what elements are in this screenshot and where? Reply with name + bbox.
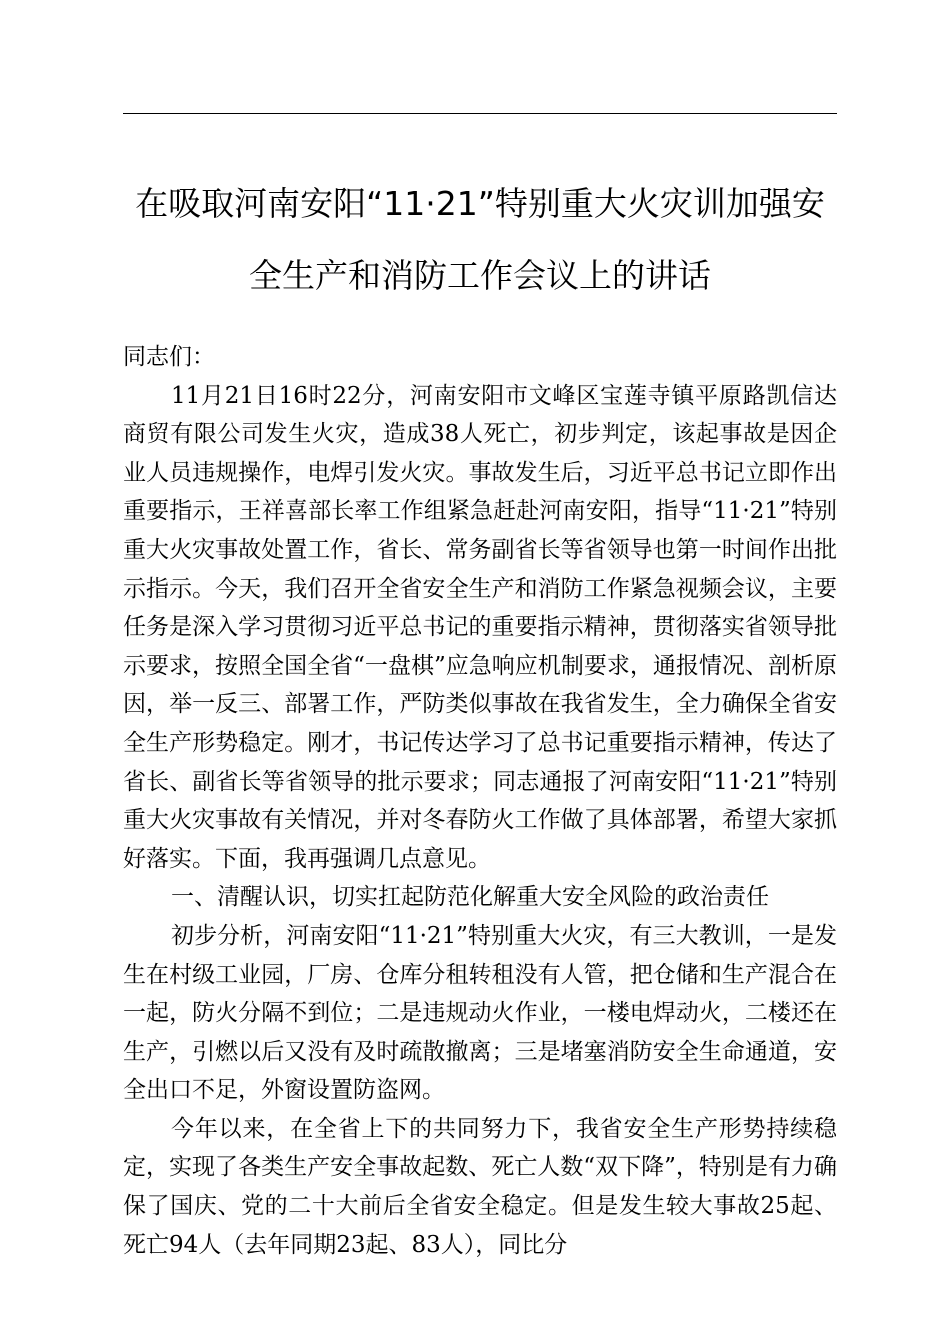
section-heading-1: 一、清醒认识，切实扛起防范化解重大安全风险的政治责任 [171, 884, 769, 911]
salutation: 同志们： [123, 344, 215, 370]
title-line-1: 在吸取河南安阳“11·21”特别重大火灾训加强安 [135, 184, 825, 223]
paragraph-intro: 11月21日16时22分，河南安阳市文峰区宝莲寺镇平原路凯信达商贸有限公司发生火灾，造成38人死亡，初步判定，该起事故是因企业人员违规操作，电焊引发火灾。事故发生后，习近平总书记立即作出重要指示，王祥喜部长率工作组紧急赶赴河南安阳，指导“11·21”特别重大火灾事故处置工作，省长、常务副省长等省领导也第一时间作出批示指示。今天，我们召开全省安全生产和消防工作紧急视频会议，主要任务是深入学习贯彻习近平总书记的重要指示精神，贯彻落实省领导批示要求，按照全国全省“一盘棋”应急响应机制要求，通报情况、剖析原因，举一反三、部署工作，严防类似事故在我省发生，全力确保全省安全生产形势稳定。刚才，书记传达学习了总书记重要指示精神，传达了省长、副省长等省领导的批示要求；同志通报了河南安阳“11·21”特别重大火灾事故有关情况，并对冬春防火工作做了具体部署，希望大家抓好落实。下面，我再强调几点意见。 [123, 382, 837, 872]
document-title [110, 168, 850, 312]
document-body [123, 338, 837, 1264]
top-rule [123, 113, 837, 114]
paragraph-analysis: 初步分析，河南安阳“11·21”特别重大火灾，有三大教训，一是发生在村级工业园，厂房、仓库分租转租没有人管，把仓储和生产混合在一起，防火分隔不到位；二是违规动火作业，一楼电焊动火，二楼还在生产，引燃以后又没有及时疏散撤离；三是堵塞消防安全生命通道，安全出口不足，外窗设置防盗网。 [123, 922, 837, 1104]
title-line-2: 全生产和消防工作会议上的讲话 [249, 256, 711, 295]
paragraph-situation: 今年以来，在全省上下的共同努力下，我省安全生产形势持续稳定，实现了各类生产安全事故起数、死亡人数“双下降”，特别是有力确保了国庆、党的二十大前后全省安全稳定。但是发生较大事故25起、死亡94人（去年同期23起、83人），同比分 [123, 1115, 837, 1258]
